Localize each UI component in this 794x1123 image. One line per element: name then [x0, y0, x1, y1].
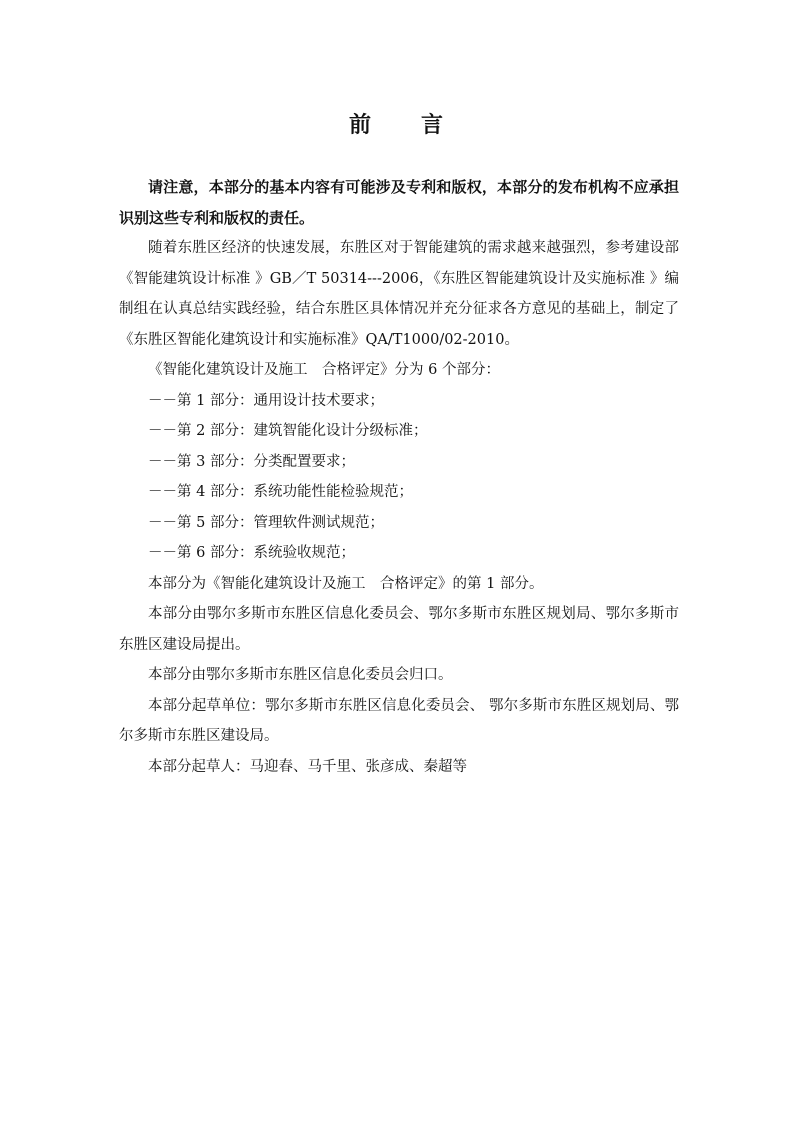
list-item: －－第 4 部分：系统功能性能检验规范； — [148, 484, 413, 500]
centralized-by-paragraph: 本部分由鄂尔多斯市东胜区信息化委员会归口。 — [148, 667, 453, 683]
list-item: －－第 2 部分：建筑智能化设计分级标准； — [148, 423, 428, 439]
list-item: －－第 6 部分：系统验收规范； — [148, 545, 355, 561]
list-item: －－第 3 部分：分类配置要求； — [148, 453, 355, 470]
list-item: －－第 5 部分：管理软件测试规范； — [148, 514, 384, 531]
parts-intro: 《智能化建筑设计及施工 合格评定》分为 6 个部分： — [148, 362, 500, 378]
page-title: 前 言 — [348, 112, 445, 138]
parts-list — [119, 386, 679, 569]
list-item: －－第 1 部分：通用设计技术要求； — [148, 392, 384, 409]
this-part-paragraph: 本部分为《智能化建筑设计及施工 合格评定》的第 1 部分。 — [148, 575, 544, 592]
foreword-body — [119, 172, 679, 782]
proposed-by-paragraph: 本部分由鄂尔多斯市东胜区信息化委员会、鄂尔多斯市东胜区规划局、鄂尔多斯市东胜区建设局提出。 — [119, 606, 679, 653]
drafting-units-paragraph: 本部分起草单位：鄂尔多斯市东胜区信息化委员会、 鄂尔多斯市东胜区规划局、鄂尔多斯市东胜区建设局。 — [119, 697, 679, 744]
drafters-paragraph: 本部分起草人：马迎春、马千里、张彦成、秦超等 — [148, 758, 467, 775]
intro-paragraph: 随着东胜区经济的快速发展，东胜区对于智能建筑的需求越来越强烈，参考建设部《智能建筑设计标准 》GB／T 50314---2006，《东胜区智能建筑设计及实施标准 》编制组在认真总结实践经验，结合东胜区具体情况并充分征求各方意见的基础上，制定了《东胜区智能化建筑设计和实施标准》QA/T1000/02-2010。 — [119, 240, 679, 348]
patent-notice: 请注意，本部分的基本内容有可能涉及专利和版权，本部分的发布机构不应承担识别这些专利和版权的责任。 — [119, 178, 679, 227]
